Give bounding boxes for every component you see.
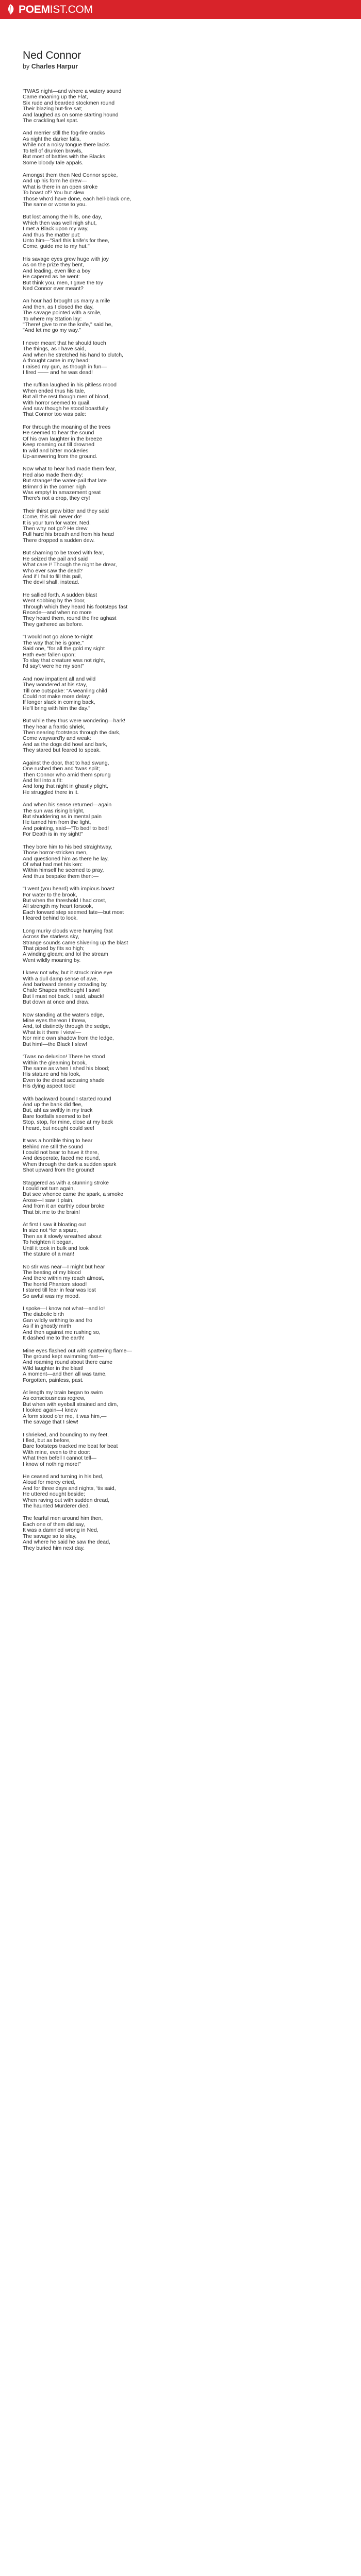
poem-line: But see whence came the spark, a smoke [23, 1191, 123, 1198]
stanza [23, 844, 311, 879]
stanza [23, 382, 311, 417]
poem-line: The devil shall, instead. [23, 579, 79, 586]
poem-line: Then Connor who amid them sprung [23, 771, 111, 778]
poem-line: It is your turn for water, Ned, [23, 519, 91, 526]
poem-line: There dropped a sudden dew. [23, 537, 95, 544]
poem-line: When raving out with sudden dread, [23, 1497, 110, 1503]
poem-line: In wild and bitter mockeries [23, 447, 89, 454]
poem-line: Then why not go? He drew [23, 526, 88, 532]
poem-line: While not a noisy tongue there lacks [23, 142, 110, 148]
poem-line: Even to the dread accusing shade [23, 1077, 105, 1083]
poem-line: Their thirst grew bitter and they said [23, 507, 109, 514]
poem-line: Bare footsteps tracked me beat for beat [23, 1443, 118, 1450]
poem-line: He capered as he went: [23, 274, 80, 280]
poem-line: And up his form he drew— [23, 178, 87, 184]
poem-line: That piped by fits so high; [23, 945, 85, 952]
poem-line: As if in ghostly mirth [23, 1323, 71, 1330]
poem-line: The beating of my blood [23, 1269, 81, 1276]
poem-line: All strength my heart forsook, [23, 903, 93, 910]
poem-line: And as the dogs did howl and bark, [23, 741, 108, 748]
poem-line: And from it an earthly odour broke [23, 1203, 105, 1210]
poem-line: Come wayward'ly and weak: [23, 735, 91, 742]
poem-line: Those who'd have done, each hell-black one, [23, 195, 132, 202]
poem-line: But shuddering as in mental pain [23, 814, 102, 820]
poem-line: He uttered nought beside; [23, 1491, 85, 1498]
poem-line: But shaming to be taxed with fear, [23, 550, 105, 556]
poem-line: With backward bound I started round [23, 1095, 111, 1102]
poem-line: Went sobbing by the door, [23, 598, 86, 604]
poem-line: A moment—and then all was tame, [23, 1371, 107, 1378]
poem-line: What is there in an open stroke [23, 183, 98, 190]
stanza [23, 1222, 311, 1257]
poem-line: Stop, stop, for mine, close at my back [23, 1119, 113, 1126]
author-link[interactable]: Charles Harpur [31, 63, 78, 70]
poem-line: I know of nothing more!" [23, 1461, 81, 1467]
poem-line: But think you, men, I gave the toy [23, 279, 103, 286]
poem-line: At first I saw it bloating out [23, 1222, 86, 1228]
stanza [23, 425, 311, 460]
stanza [23, 298, 311, 333]
poem-line: When through the dark a sudden spark [23, 1161, 117, 1167]
poem-line: That bit me to the brain! [23, 1209, 80, 1215]
poem-line: And now impatient all and wild [23, 675, 96, 682]
poem-line: Full hard his breath and from his head [23, 531, 114, 538]
poem-line: I could not turn again, [23, 1185, 75, 1192]
poem-line: To boast of? You but slew [23, 190, 85, 196]
stanza [23, 886, 311, 921]
poem-content [23, 49, 311, 1558]
poem-line: "I would not go alone to-night [23, 634, 93, 640]
poem-line: Unto him—"Sarl this knife's for thee, [23, 238, 109, 244]
poem-line: Aloud for mercy cried, [23, 1479, 76, 1486]
poem-line: Could not make more delay: [23, 693, 91, 700]
poem-line: Now what to hear had made them fear, [23, 466, 116, 472]
poem-line: For water to the brook, [23, 891, 77, 898]
poem-line: Each one of them did say, [23, 1521, 85, 1528]
stanza [23, 1390, 311, 1425]
stanza [23, 1264, 311, 1299]
poem-line: Forgotten, painless, past. [23, 1377, 84, 1383]
poem-line: Those horror-stricken men, [23, 850, 88, 856]
stanza [23, 466, 311, 501]
poem-line: He ceased and turning in his bed, [23, 1473, 104, 1480]
poem-line: Then as it slowly wreathed about [23, 1233, 102, 1240]
poem-line: "And let me go my way." [23, 327, 81, 334]
poem-line: For through the moaning of the trees [23, 423, 111, 430]
poem-line: But I must not back, I said, aback! [23, 993, 104, 999]
poem-line: Then nearing footsteps through the dark, [23, 730, 121, 736]
poem-line: Staggered as with a stunning stroke [23, 1179, 109, 1186]
poem-line: To slay that creature was not right, [23, 657, 105, 664]
poem-line: But him!—the Black I slew! [23, 1041, 87, 1047]
poem-line: Shot upward from the ground! [23, 1167, 94, 1174]
poem-line: Gan wildly writhing to and fro [23, 1317, 92, 1324]
poem-line: And for three days and nights, 'tis said, [23, 1485, 116, 1492]
poem-line: Of his own laughter in the breeze [23, 435, 103, 442]
logo-text-bold: POEM [19, 3, 50, 15]
poem-line: Came moaning up the Flat, [23, 94, 88, 100]
stanza [23, 970, 311, 1005]
poem-line: They heard them, round the fire aghast [23, 615, 117, 622]
poem-line: His stature and his look, [23, 1071, 81, 1078]
poem-line: "I went (you heard) with impious boast [23, 886, 114, 892]
stanza [23, 257, 311, 292]
poem-line: So awful was my mood. [23, 1293, 80, 1299]
byline-prefix: by [23, 63, 30, 70]
poem-line: And if I fail to fill this pail, [23, 573, 82, 580]
poem-line: Hed also made them dry: [23, 471, 84, 478]
poem-line: Keep roaming out till drowned [23, 442, 94, 448]
poem-line: The same or worse to you. [23, 201, 87, 208]
poem-line: I raised my gun, as though in fun— [23, 363, 107, 370]
poem-line: What is it there I view!— [23, 1029, 81, 1036]
poem-line: A winding gleam; and lol the stream [23, 951, 108, 958]
poem-line: But strange! the water-pail that late [23, 478, 107, 484]
poem-line: The savage that I slew! [23, 1419, 78, 1426]
stanza [23, 1432, 311, 1467]
poem-line: I met a Black upon my way, [23, 226, 89, 232]
stanza [23, 1474, 311, 1509]
poem-line: He sallied forth. A sudden blast [23, 591, 97, 598]
poem-line: But lost among the hills, one day, [23, 214, 102, 221]
stanza [23, 550, 311, 585]
poem-line: To heighten it began, [23, 1239, 73, 1246]
poem-line: Six rude and bearded stockmen round [23, 99, 115, 106]
poem-line: But while they thus were wondering—hark! [23, 718, 126, 724]
poem-line: And thus the matter put: [23, 231, 81, 238]
stanza [23, 1096, 311, 1131]
poem-line: Mine eyes flashed out with spattering flame— [23, 1347, 132, 1354]
poem-line: And roaming round about there came [23, 1359, 112, 1366]
stanza [23, 1516, 311, 1551]
poem-line: Which then was well nigh shut, [23, 219, 97, 226]
poem-line: Amongst them then Ned Connor spoke, [23, 172, 118, 178]
poem-line: Up-answering from the ground. [23, 453, 97, 460]
poem-line: He struggled there in it. [23, 789, 79, 795]
poem-line: Each forward step seemed fate—but most [23, 909, 124, 916]
poem-line: It was a horrible thing to hear [23, 1138, 93, 1144]
poem-line: What then befell I cannot tell— [23, 1455, 96, 1462]
poem-line: And when he stretched his hand to clutch, [23, 351, 123, 358]
poem-line: When ended thus his tale, [23, 387, 86, 394]
poem-line: What care I! Though the night be drear, [23, 562, 117, 568]
poem-line: And laughed as on some starting hound [23, 111, 119, 118]
poem-line: Behind me still the sound [23, 1143, 84, 1150]
poem-line: That Connor too was pale: [23, 411, 87, 418]
poem-line: His savage eyes grew huge with joy [23, 256, 109, 262]
poem-line: And pointing, said—"To bed! to bed! [23, 825, 109, 832]
poem-line: It was a damn'ed wrong in Ned, [23, 1527, 99, 1534]
poem-line: The diabolic birth [23, 1311, 64, 1318]
poem-line: I knew not why, but it struck mine eye [23, 970, 112, 976]
poem-line: As on the prize they bent, [23, 262, 85, 268]
stanza [23, 760, 311, 795]
poem-line: Long murky clouds were hurrying fast [23, 927, 113, 934]
poem-line: Come, this will never do! [23, 514, 82, 520]
stanza [23, 89, 311, 124]
stanza [23, 718, 311, 753]
stanza [23, 214, 311, 249]
poem-line: Ned Connor ever meant? [23, 285, 84, 292]
stanza [23, 1348, 311, 1383]
poem-line: Within the gleaming brook, [23, 1059, 87, 1066]
poem-line: Chafe Shapes methought I saw! [23, 987, 100, 994]
poem-line: And desperate, faced me round, [23, 1155, 101, 1162]
stanza [23, 1306, 311, 1341]
poem-line: Bare footfalls seemed to be! [23, 1113, 90, 1120]
poem-line: But down at once and draw. [23, 999, 90, 1006]
stanza [23, 1012, 311, 1047]
poem-line: They buried him next day. [23, 1545, 85, 1551]
poem-line: Through which they heard his footsteps fast [23, 603, 128, 610]
poem-line: For Death is in my sight!" [23, 831, 83, 838]
stanza [23, 509, 311, 544]
poem-line: I never meant that he should touch [23, 340, 106, 346]
poem-line: Said one, "for all the gold my sight [23, 646, 105, 652]
stanza [23, 130, 311, 165]
poem-line: With a dull damp sense of awe, [23, 975, 98, 982]
poem-line: But most of battles with the Blacks [23, 154, 105, 160]
poem-line: Their blazing hut-fire sat; [23, 106, 83, 112]
poem-line: And leading, even like a boy [23, 267, 91, 274]
poem-line: The way that he is gone," [23, 639, 84, 646]
stanza [23, 1138, 311, 1173]
poem-line: He seized the pail and said [23, 555, 88, 562]
poem-line: As consciousness regrew, [23, 1395, 86, 1402]
poem-line: They stared but feared to speak. [23, 747, 101, 754]
stanza [23, 173, 311, 208]
poem-line: Hath ever fallen upon; [23, 651, 76, 658]
poem-line: Till one outspake: "A weanling child [23, 687, 107, 694]
poem-line: The horrid Phantom stood! [23, 1281, 87, 1287]
stanza [23, 634, 311, 669]
poem-line: An hour had brought us many a mile [23, 298, 110, 304]
poem-line: They gathered as before. [23, 621, 84, 628]
poem-line: I looked again—I knew [23, 1407, 78, 1414]
poem-line: He seemed to hear the sound [23, 430, 94, 436]
poem-line: Who ever saw the dead? [23, 567, 83, 574]
poem-line: One rushed then and 'twas split; [23, 766, 100, 772]
poem-line: Brimm'd in the corner nigh [23, 483, 86, 490]
poem-line: And then, as I closed the day, [23, 303, 94, 310]
stanza [23, 928, 311, 963]
poem-line: There's not a drop, they cry! [23, 495, 90, 502]
poem-line: 'TWAS night—and where a watery sound [23, 88, 122, 94]
poem-body [23, 89, 311, 1551]
poem-line: I fired —— and he was dead! [23, 369, 93, 376]
poem-line: Arose—I saw it plain, [23, 1197, 74, 1204]
poem-line: I could not bear to have it there, [23, 1149, 99, 1156]
poem-line: I stared till fear in fear was lost [23, 1287, 96, 1294]
poem-line: Mine eyes thereon I threw, [23, 1018, 87, 1024]
header-bar [0, 0, 361, 19]
poem-line: A thought came in my head: [23, 358, 90, 364]
poem-line: Against the door, that to had swung, [23, 759, 109, 766]
poem-line: The savage so to slay, [23, 1533, 77, 1539]
poem-line: Went wildly moaning by. [23, 957, 81, 963]
stanza [23, 1054, 311, 1089]
poem-line: And up the bank did flee, [23, 1101, 83, 1108]
poem-line: And fell into a fit: [23, 777, 63, 784]
poem-line: They bore him to his bed straightway, [23, 843, 112, 850]
poem-line: But when the threshold I had crost, [23, 897, 107, 904]
poem-line: I'd say't were he my son!" [23, 663, 84, 670]
poem-line: I shrieked, and bounding to my feet, [23, 1431, 109, 1438]
poem-line: At length my brain began to swim [23, 1389, 103, 1396]
poem-line: The ground kept swimming fast— [23, 1353, 104, 1360]
poem-line: I spoke—I know not what—and lo! [23, 1306, 105, 1312]
poem-line: And merrier still the fog-fire cracks [23, 130, 105, 137]
poem-line: But when with eyeball strained and dim, [23, 1401, 119, 1408]
poem-line: Nor mine own shadow from the ledge, [23, 1035, 114, 1042]
poem-line: His dying aspect took! [23, 1083, 76, 1090]
poem-line: But, ah! as swiftly in my track [23, 1107, 93, 1114]
poem-line: The ruffian laughed in his pitiless mood [23, 382, 117, 388]
poem-title: Ned Connor [23, 49, 81, 61]
poem-line: Some bloody tale appals. [23, 159, 84, 166]
poem-line: And then against me rushing so, [23, 1329, 101, 1335]
poem-line: In size not *ler a spare, [23, 1227, 78, 1234]
poem-line: The things, as I have said, [23, 346, 86, 352]
poem-line: Until it took in bulk and look [23, 1245, 89, 1251]
poem-line: He turned him from the light, [23, 819, 91, 826]
poem-line: And saw though he stood boastfully [23, 405, 108, 412]
poem-line: And long that night in ghastly plight, [23, 783, 108, 790]
poem-line: Across the starless sky, [23, 934, 79, 940]
feather-icon [5, 4, 15, 16]
poem-line: The fearful men around him then, [23, 1515, 103, 1522]
poem-line: To tell of drunken brawls, [23, 147, 83, 154]
poem-line: As night the darker falls, [23, 135, 81, 142]
site-logo[interactable] [5, 4, 93, 16]
poem-line: It dashed me to the earth! [23, 1335, 85, 1342]
poem-line: And, to! distinctly through the sedge, [23, 1023, 110, 1030]
stanza [23, 676, 311, 711]
poem-line: Was empty! In amazement great [23, 489, 101, 496]
poem-line: With mine, even to the door: [23, 1449, 91, 1455]
poem-line: To where my Station lay: [23, 315, 82, 322]
poem-line: "There! give to me the knife," said he, [23, 321, 113, 328]
poem-line: Strange sounds came shivering up the blast [23, 939, 128, 946]
poem-line: With horror seemed to quail, [23, 399, 91, 406]
poem-line: And where he said he saw the dead, [23, 1539, 110, 1546]
poem-line: If longer slack in coming back, [23, 699, 95, 706]
poem-line: They hear a frantic shriek, [23, 723, 86, 730]
poem-line: And barkward densely crowding by, [23, 981, 108, 988]
stanza [23, 1180, 311, 1215]
poem-line: Come, guide me to my hut." [23, 243, 90, 250]
poem-line: But all the rest though men of blood, [23, 394, 110, 400]
poem-line: And questioned him as there he lay, [23, 855, 109, 862]
poem-line: The stature of a man! [23, 1251, 74, 1258]
stanza [23, 592, 311, 628]
logo-text-light: IST.COM [50, 3, 93, 15]
poem-line: And there within my reach almost, [23, 1275, 105, 1282]
poem-line: Now standing at the water's edge, [23, 1011, 104, 1018]
poem-line: I feared behind to look. [23, 915, 78, 922]
poem-line: The crackling fuel spat. [23, 117, 78, 124]
poem-line: Within himself he seemed to pray, [23, 867, 104, 874]
poem-line: He'll bring with him the day." [23, 705, 91, 711]
poem-line: The same as when I shed his blood; [23, 1065, 110, 1072]
poem-line: I heard, but nought could see! [23, 1125, 94, 1131]
poem-line: A form stood o'er me, it was him,— [23, 1413, 107, 1419]
poem-line: Wild laughter in the blast! [23, 1365, 84, 1371]
poem-line: Recede—and when no more [23, 609, 92, 616]
poem-line: They wondered at his stay, [23, 682, 87, 688]
poem-line: No stir was near—I might but hear [23, 1263, 105, 1270]
poem-line: And thus bespake them then:— [23, 873, 99, 879]
poem-line: And when his sense returned—again [23, 802, 112, 808]
poem-line: The sun was rising bright, [23, 807, 85, 814]
poem-line: I fled, but as before, [23, 1437, 71, 1444]
byline [23, 62, 311, 71]
poem-line: Of what had met his ken: [23, 861, 83, 868]
poem-line: The savage pointed with a smile, [23, 310, 102, 316]
poem-line: 'Twas no delusion! There he stood [23, 1054, 105, 1060]
poem-line: The haunted Murderer died. [23, 1503, 90, 1510]
stanza [23, 802, 311, 837]
stanza [23, 341, 311, 376]
